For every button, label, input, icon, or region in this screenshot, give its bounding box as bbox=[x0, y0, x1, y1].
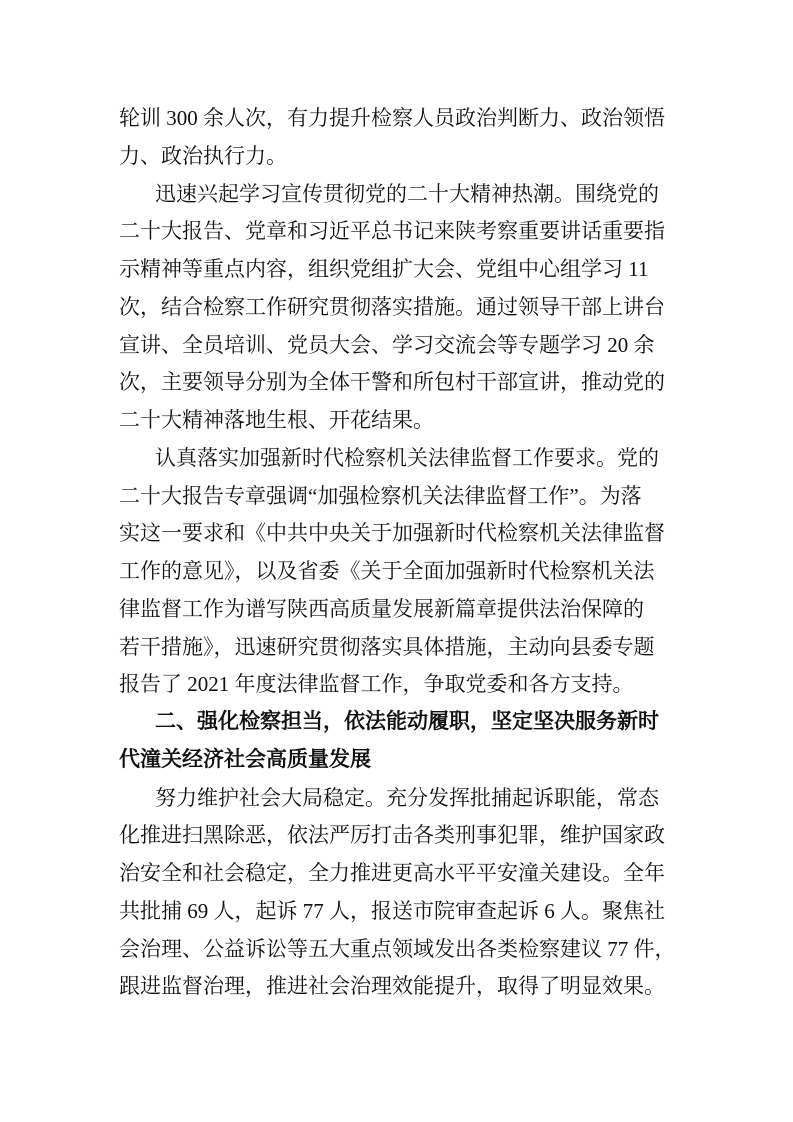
text-line: 认真落实加强新时代检察机关法律监督工作要求。党的 bbox=[155, 445, 659, 470]
text-line: 次，结合检察工作研究贯彻落实措施。通过领导干部上讲台 bbox=[119, 294, 665, 319]
heading-line: 二、强化检察担当，依法能动履职，坚定坚决服务新时 bbox=[155, 710, 659, 733]
text-line: 会治理、公益诉讼等五大重点领域发出各类检察建议 77 件， bbox=[119, 936, 676, 961]
text-line: 共批捕 69 人，起诉 77 人，报送市院审查起诉 6 人。聚焦社 bbox=[119, 898, 665, 923]
text-line: 力、政治执行力。 bbox=[119, 143, 287, 168]
text-line: 报告了 2021 年度法律监督工作，争取党委和各方支持。 bbox=[119, 672, 634, 697]
text-line: 二十大报告专章强调“加强检察机关法律监督工作”。为落 bbox=[119, 483, 642, 508]
text-line: 努力维护社会大局稳定。充分发挥批捕起诉职能，常态 bbox=[155, 785, 659, 810]
text-line: 跟进监督治理，推进社会治理效能提升，取得了明显效果。 bbox=[119, 974, 665, 999]
text-line: 二十大精神落地生根、开花结果。 bbox=[119, 408, 434, 432]
text-line: 次，主要领导分别为全体干警和所包村干部宣讲，推动党的 bbox=[119, 370, 665, 395]
text-line: 工作的意见》，以及省委《关于全面加强新时代检察机关法 bbox=[119, 559, 655, 583]
text-line: 示精神等重点内容，组织党组扩大会、党组中心组学习 11 bbox=[119, 257, 649, 281]
text-line: 若干措施》，迅速研究贯彻落实具体措施，主动向县委专题 bbox=[119, 634, 655, 659]
heading-line: 代潼关经济社会高质量发展 bbox=[119, 747, 371, 771]
text-line: 律监督工作为谱写陕西高质量发展新篇章提供法治保障的 bbox=[119, 596, 644, 621]
text-line: 二十大报告、党章和习近平总书记来陕考察重要讲话重要指 bbox=[119, 219, 665, 244]
text-line: 治安全和社会稳定，全力推进更高水平平安潼关建设。全年 bbox=[119, 861, 665, 885]
text-line: 迅速兴起学习宣传贯彻党的二十大精神热潮。围绕党的 bbox=[155, 181, 659, 206]
text-line: 实这一要求和《中共中央关于加强新时代检察机关法律监督 bbox=[119, 521, 665, 546]
text-line: 轮训 300 余人次，有力提升检察人员政治判断力、政治领悟 bbox=[119, 106, 665, 130]
text-line: 宣讲、全员培训、党员大会、学习交流会等专题学习 20 余 bbox=[119, 332, 655, 357]
text-line: 化推进扫黑除恶，依法严厉打击各类刑事犯罪，维护国家政 bbox=[119, 823, 665, 848]
